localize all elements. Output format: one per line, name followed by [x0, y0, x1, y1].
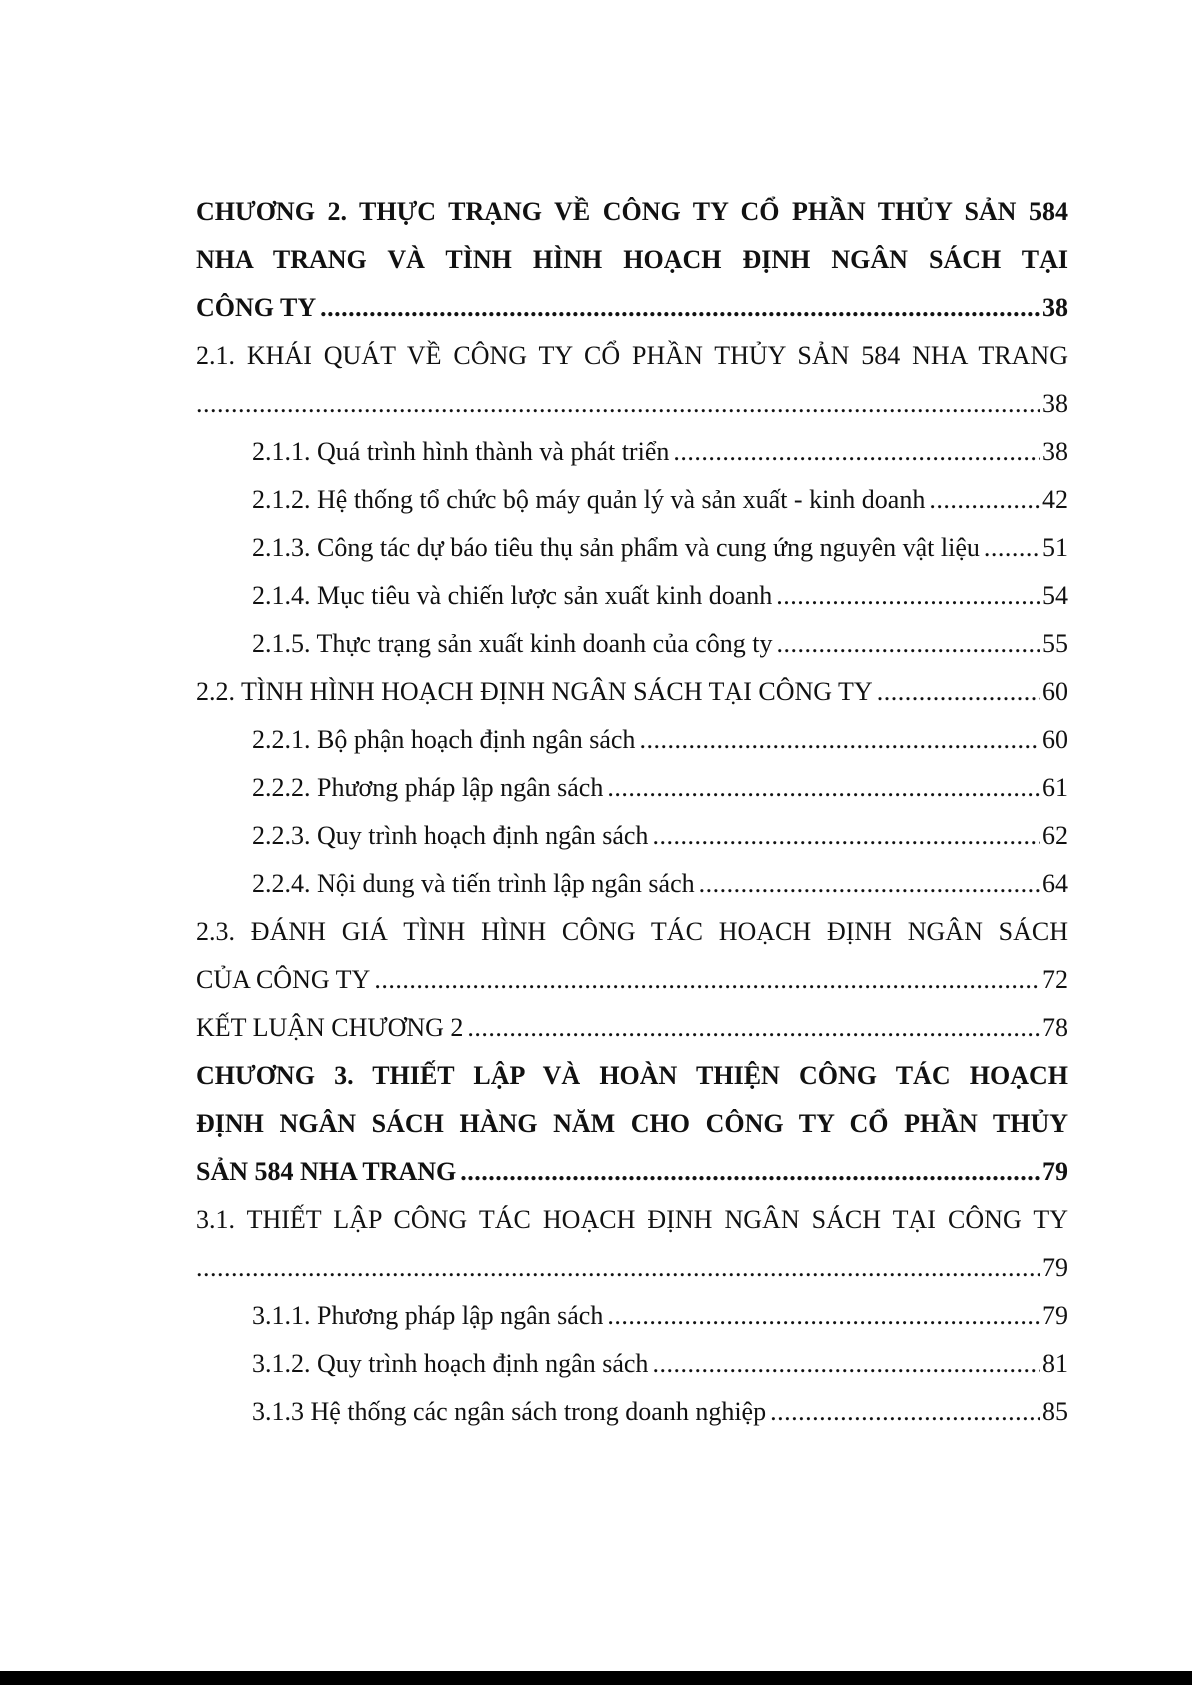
- dot-leader: [639, 716, 1040, 764]
- dot-leader: [673, 428, 1040, 476]
- toc-entry-text: ĐỊNH NGÂN SÁCH HÀNG NĂM CHO CÔNG TY CỔ PHẦN THỦY: [196, 1109, 1068, 1138]
- toc-entry-section-2-2-4[interactable]: [196, 860, 1068, 908]
- toc-entry-text: 2.1.2. Hệ thống tổ chức bộ máy quản lý và sản xuất - kinh doanh: [252, 485, 926, 514]
- toc-entry-section-2-2[interactable]: [196, 668, 1068, 716]
- dot-leader: [776, 572, 1040, 620]
- dot-leader: [777, 620, 1041, 668]
- toc-entry-chapter-3[interactable]: [196, 1052, 1068, 1196]
- dot-leader: [652, 1340, 1040, 1388]
- toc-page-number: 78: [1042, 1013, 1068, 1042]
- toc-page-number: 79: [1042, 1157, 1068, 1186]
- toc-entry-text: 2.2.3. Quy trình hoạch định ngân sách: [252, 821, 649, 850]
- toc-entry-section-3-1-1[interactable]: [196, 1292, 1068, 1340]
- toc-page-number: 51: [1042, 533, 1068, 562]
- toc-entry-text: 2.2. TÌNH HÌNH HOẠCH ĐỊNH NGÂN SÁCH TẠI CÔNG TY: [196, 677, 873, 706]
- toc-entry-text: 2.2.1. Bộ phận hoạch định ngân sách: [252, 725, 636, 754]
- toc-page-number: 60: [1042, 725, 1068, 754]
- toc-page-number: 62: [1042, 821, 1068, 850]
- table-of-contents: [196, 188, 1068, 1436]
- toc-entry-text: CÔNG TY: [196, 293, 317, 322]
- toc-entry-section-3-1[interactable]: [196, 1196, 1068, 1292]
- dot-leader: [320, 284, 1040, 332]
- toc-entry-section-2-2-2[interactable]: [196, 764, 1068, 812]
- toc-page-number: 54: [1042, 581, 1068, 610]
- toc-page-number: 79: [1042, 1301, 1068, 1330]
- toc-page-number: 81: [1042, 1349, 1068, 1378]
- toc-entry-chapter-2[interactable]: [196, 188, 1068, 332]
- dot-leader: [929, 476, 1040, 524]
- dot-leader: [460, 1148, 1040, 1196]
- dot-leader: [196, 1244, 1040, 1292]
- toc-entry-conclusion-2[interactable]: [196, 1004, 1068, 1052]
- toc-page-number: 72: [1042, 965, 1068, 994]
- toc-entry-text: 2.1.4. Mục tiêu và chiến lược sản xuất kinh doanh: [252, 581, 773, 610]
- toc-entry-text: 2.1.3. Công tác dự báo tiêu thụ sản phẩm và cung ứng nguyên vật liệu: [252, 533, 980, 562]
- toc-entry-text: 2.2.4. Nội dung và tiến trình lập ngân sách: [252, 869, 695, 898]
- toc-entry-text: 2.2.2. Phương pháp lập ngân sách: [252, 773, 604, 802]
- dot-leader: [699, 860, 1040, 908]
- toc-page-number: 64: [1042, 869, 1068, 898]
- toc-entry-section-2-1-4[interactable]: [196, 572, 1068, 620]
- toc-page-number: 38: [1042, 389, 1068, 418]
- toc-entry-section-2-1-3[interactable]: [196, 524, 1068, 572]
- dot-leader: [877, 668, 1040, 716]
- toc-entry-text: CỦA CÔNG TY: [196, 965, 371, 994]
- dot-leader: [984, 524, 1040, 572]
- toc-page-number: 85: [1042, 1397, 1068, 1426]
- dot-leader: [607, 1292, 1040, 1340]
- toc-entry-text: 2.3. ĐÁNH GIÁ TÌNH HÌNH CÔNG TÁC HOẠCH ĐỊNH NGÂN SÁCH: [196, 917, 1068, 946]
- toc-entry-text: NHA TRANG VÀ TÌNH HÌNH HOẠCH ĐỊNH NGÂN SÁCH TẠI: [196, 245, 1068, 274]
- dot-leader: [374, 956, 1040, 1004]
- toc-page-number: 79: [1042, 1253, 1068, 1282]
- toc-entry-text: 3.1.2. Quy trình hoạch định ngân sách: [252, 1349, 649, 1378]
- toc-entry-section-2-1[interactable]: [196, 332, 1068, 428]
- dot-leader: [196, 380, 1040, 428]
- toc-page-number: 61: [1042, 773, 1068, 802]
- toc-entry-section-3-1-2[interactable]: [196, 1340, 1068, 1388]
- toc-entry-text: 2.1. KHÁI QUÁT VỀ CÔNG TY CỔ PHẦN THỦY SẢN 584 NHA TRANG: [196, 341, 1068, 370]
- toc-entry-text: SẢN 584 NHA TRANG: [196, 1157, 457, 1186]
- toc-entry-text: CHƯƠNG 3. THIẾT LẬP VÀ HOÀN THIỆN CÔNG TÁC HOẠCH: [196, 1061, 1068, 1090]
- toc-entry-section-2-1-2[interactable]: [196, 476, 1068, 524]
- toc-entry-text: 2.1.5. Thực trạng sản xuất kinh doanh của công ty: [252, 629, 773, 658]
- toc-entry-section-2-1-5[interactable]: [196, 620, 1068, 668]
- toc-entry-section-2-1-1[interactable]: [196, 428, 1068, 476]
- dot-leader: [607, 764, 1040, 812]
- toc-page-number: 38: [1042, 437, 1068, 466]
- dot-leader: [770, 1388, 1040, 1436]
- toc-entry-text: 3.1.3 Hệ thống các ngân sách trong doanh nghiệp: [252, 1397, 767, 1426]
- toc-entry-section-3-1-3[interactable]: [196, 1388, 1068, 1436]
- toc-page-number: 38: [1042, 293, 1068, 322]
- toc-entry-text: 3.1.1. Phương pháp lập ngân sách: [252, 1301, 604, 1330]
- dot-leader: [652, 812, 1040, 860]
- toc-page-number: 55: [1042, 629, 1068, 658]
- toc-page-number: 60: [1042, 677, 1068, 706]
- dot-leader: [467, 1004, 1040, 1052]
- page-bottom-edge: [0, 1671, 1192, 1685]
- toc-entry-section-2-2-1[interactable]: [196, 716, 1068, 764]
- toc-entry-section-2-3[interactable]: [196, 908, 1068, 1004]
- toc-entry-text: CHƯƠNG 2. THỰC TRẠNG VỀ CÔNG TY CỔ PHẦN THỦY SẢN 584: [196, 197, 1068, 226]
- toc-page-number: 42: [1042, 485, 1068, 514]
- toc-entry-section-2-2-3[interactable]: [196, 812, 1068, 860]
- toc-entry-text: 3.1. THIẾT LẬP CÔNG TÁC HOẠCH ĐỊNH NGÂN SÁCH TẠI CÔNG TY: [196, 1205, 1068, 1234]
- toc-entry-text: KẾT LUẬN CHƯƠNG 2: [196, 1013, 464, 1042]
- toc-entry-text: 2.1.1. Quá trình hình thành và phát triển: [252, 437, 670, 466]
